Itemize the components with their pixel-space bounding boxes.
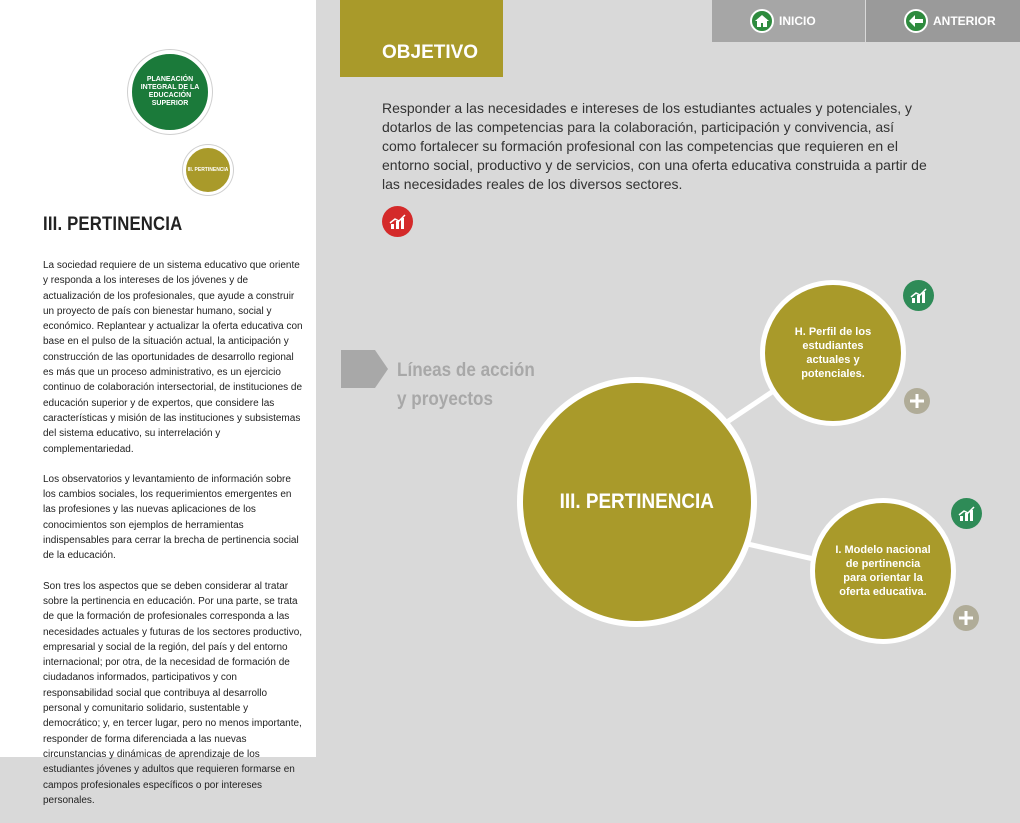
node-h[interactable] — [760, 280, 906, 426]
center-node — [517, 377, 757, 627]
objetivo-tab — [340, 0, 503, 77]
objetivo-tab-label: OBJETIVO — [382, 42, 479, 63]
node-i-label: I. Modelo nacional de pertinencia para orientar la oferta educativa. — [835, 544, 931, 598]
node-h-label: H. Perfil de los estudiantes actuales y potenciales. — [794, 326, 872, 380]
objetivo-text: Responder a las necesidades e intereses de los estudiantes actuales y potenciales, y dotarlos de las competencias para la colaboración, participación y convivencia, así como fortalecer su formación profesional con las competencias que requieren en el entorno social, productivo y de servicios, con una oferta educativa construida a partir de las necesidades reales de los diversos sectores. — [382, 100, 927, 192]
lineas-label-line2: y proyectos — [397, 389, 493, 410]
chart-up-icon[interactable] — [951, 498, 982, 529]
chevron-arrow-icon — [341, 350, 389, 388]
left-paragraph-2: Los observatorios y levantamiento de información sobre los cambios sociales, los requerimientos emergentes en las profesiones y las nuevas aplicaciones de los conocimientos son ejemplos de herramientas indispensables para cerrar la brecha de pertinencia social de la educación. — [43, 473, 299, 562]
left-body-text — [43, 258, 305, 823]
mini-map-sub-label: III. PERTINENCIA — [187, 167, 229, 173]
chart-up-icon[interactable] — [903, 280, 934, 311]
node-i[interactable] — [810, 498, 956, 644]
anterior-button[interactable] — [866, 0, 1020, 42]
plus-icon[interactable] — [953, 605, 979, 631]
lineas-label-line1: Líneas de acción — [397, 360, 535, 381]
mini-map-main-label: PLANEACIÓN INTEGRAL DE LA EDUCACIÓN SUPERIOR — [140, 76, 200, 107]
inicio-label: INICIO — [779, 14, 816, 28]
mini-map-main-node[interactable] — [128, 50, 212, 134]
anterior-label: ANTERIOR — [933, 14, 996, 28]
lineas-label — [397, 356, 550, 414]
center-node-label: III. PERTINENCIA — [559, 490, 715, 513]
left-paragraph-3: Son tres los aspectos que se deben considerar al tratar sobre la pertinencia en educación. Por una parte, se trata de que la formación de profesionales corresponda a las necesidades actuales y futuras de los sectores productivo, empresarial y social de la región, del país y del entorno internacional; por otra, de la necesidad de formación de ciudadanos informados, participativos y con responsabilidad social que contribuya al desarrollo personal y comunitario solidario, sustentable y democrático; y, en tercer lugar, pero no menos importante, responder de forma diferenciada a las nuevas circunstancias y dinámicas de aprendizaje de los estudiantes jóvenes y adultos que requieren formarse en campos profesionales específicos o por intereses personales. — [43, 580, 303, 806]
chart-up-icon[interactable] — [382, 206, 413, 237]
left-section-title: III. PERTINENCIA — [43, 214, 183, 235]
arrow-left-icon — [904, 9, 928, 33]
mini-map-sub-node[interactable] — [183, 145, 233, 195]
inicio-button[interactable] — [712, 0, 865, 42]
left-paragraph-1: La sociedad requiere de un sistema educativo que oriente y responda a los intereses de los jóvenes y de actualización de los profesionales, que ayude a construir un proyecto de país con bienestar humano, social y económico. Replantear y actualizar la oferta educativa con base en el pulso de la situación actual, la anticipación y construcción de las oportunidades de desarrollo regional es más que un proceso administrativo, es un ejercicio continuo de colaboración intersectorial, de instituciones de educación superior y de expertos, que considere las características y misión de las instituciones y subsistemas del sistema educativo, su interrelación y complementariedad. — [43, 260, 303, 455]
home-icon — [750, 9, 774, 33]
plus-icon[interactable] — [904, 388, 930, 414]
